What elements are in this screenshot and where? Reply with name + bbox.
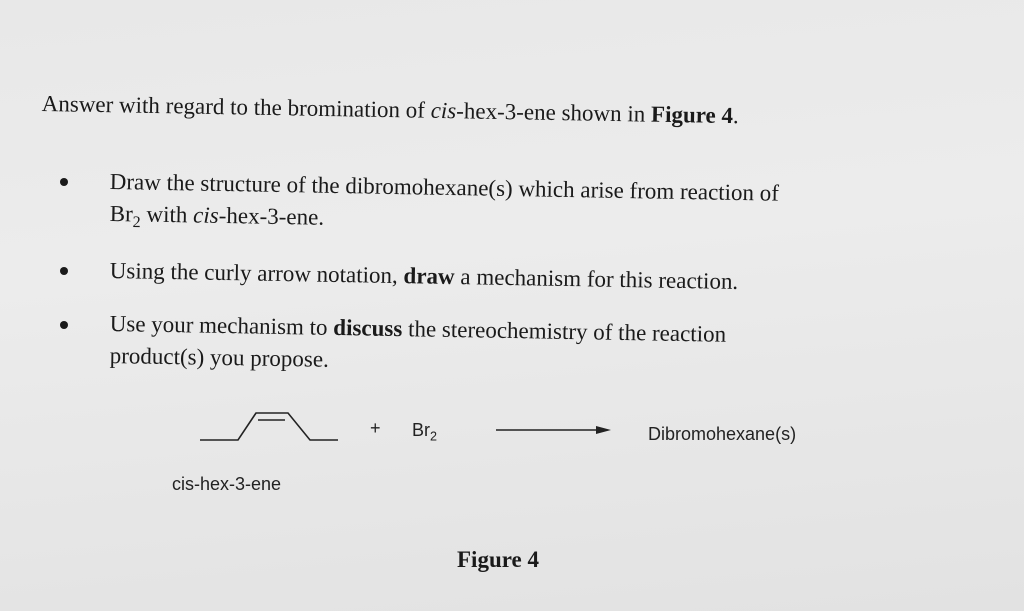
item-1-with: with: [140, 201, 194, 228]
item-3-bold: discuss: [333, 314, 403, 342]
item-3-line-2: product(s) you propose.: [109, 342, 330, 372]
item-3-post: the stereochemistry of the reaction: [402, 316, 727, 347]
item-1-end: -hex-3-ene.: [218, 202, 325, 230]
item-2-pre: Using the curly arrow notation,: [109, 257, 404, 289]
item-3-pre: Use your mechanism to: [109, 310, 334, 340]
item-2-bold: draw: [403, 263, 455, 290]
item-1-line-1: Draw the structure of the dibromohexane(s) which arise from reaction of: [109, 168, 780, 206]
reactant-name: cis-hex-3-ene: [172, 474, 282, 494]
reaction-arrow-head: [596, 426, 611, 434]
item-1-br-sub: 2: [132, 213, 141, 232]
scheme-plus: +: [370, 418, 381, 438]
scheme-reagent: [412, 420, 437, 444]
item-1-cis: cis: [192, 202, 219, 228]
intro-prefix: Answer with regard to the bromination of: [41, 90, 431, 123]
scheme-product: Dibromohexane(s): [648, 424, 797, 444]
reagent-sub: 2: [430, 429, 438, 444]
item-2-post: a mechanism for this reaction.: [454, 264, 739, 294]
cis-hex-3-ene-skeleton: [200, 413, 338, 440]
reagent-br: Br: [412, 420, 430, 440]
intro-figure-ref: Figure 4: [650, 101, 734, 129]
intro-end: .: [732, 103, 739, 129]
item-1-br: Br: [109, 200, 133, 227]
intro-cis: cis: [430, 97, 457, 124]
figure-caption: Figure 4: [457, 547, 539, 572]
intro-mid: -hex-3-ene shown in: [456, 98, 652, 127]
